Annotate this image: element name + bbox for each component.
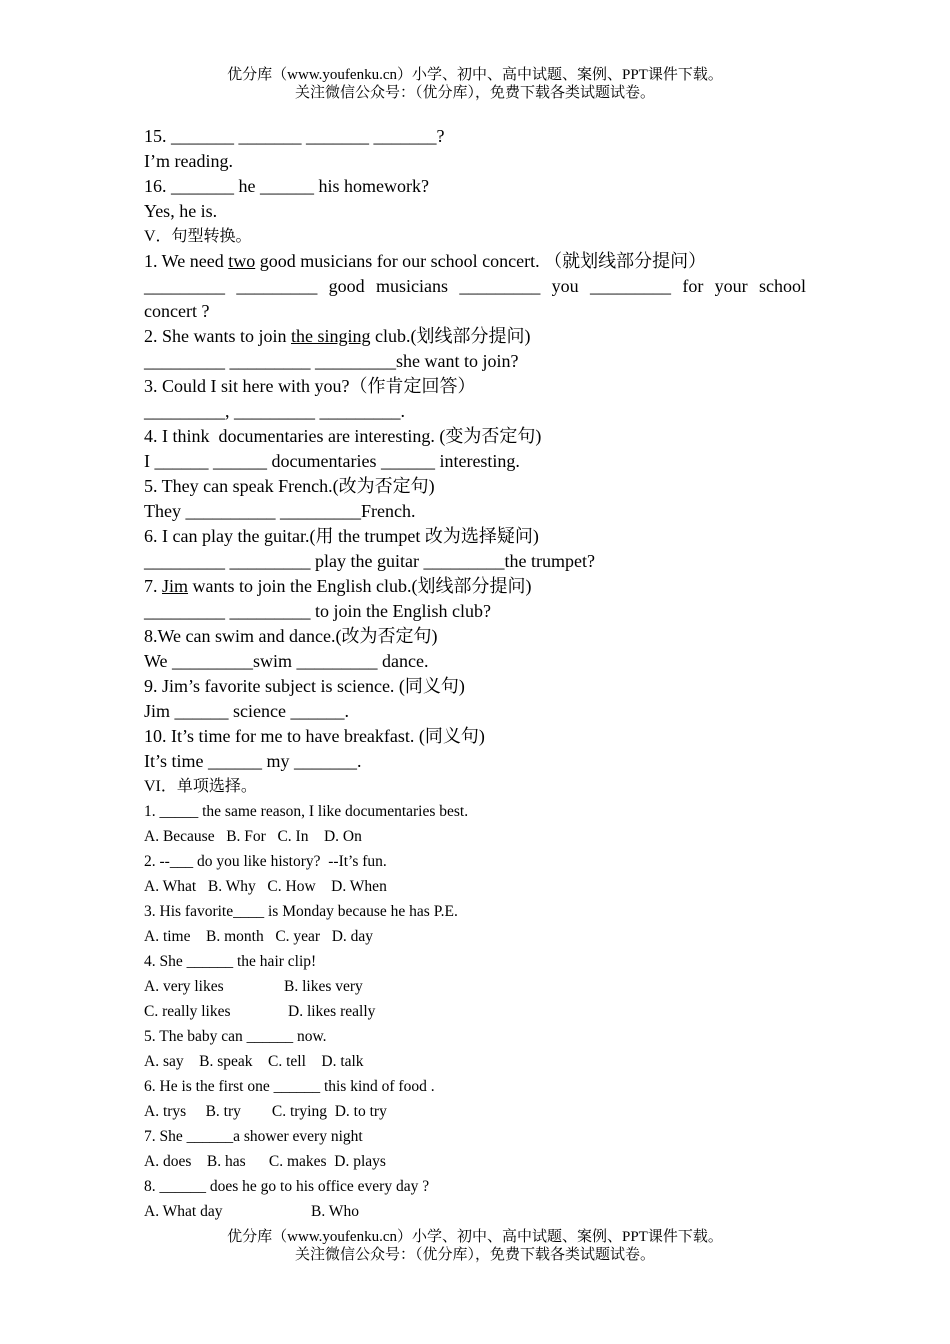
s6-question-1: 1. _____ the same reason, I like documentaries best. [144,803,469,820]
section-6-title: VI．单项选择。 [144,778,257,795]
page-header [0,66,950,102]
s5-answer-4: I ______ ______ documentaries ______ interesting. [144,451,520,471]
s5-q2-pre: 2. She wants to join [144,326,291,346]
footer-line-1: 优分库（www.youfenku.cn）小学、初中、高中试题、案例、PPT课件下载。 [227,1229,723,1245]
s6-options-1: A. Because B. For C. In D. On [144,828,362,845]
s5-question-8: 8.We can swim and dance.(改为否定句) [144,626,438,646]
s6-options-4-cd [144,999,806,1024]
section-5-title: V．句型转换。 [144,228,252,245]
s5-question-6: 6. I can play the guitar.(用 the trumpet 改为选择疑问) [144,526,539,546]
footer-line-2: 关注微信公众号：（优分库），免费下载各类试题试卷。 [294,1247,655,1263]
s5-answer-7: _________ _________ to join the English club? [144,601,491,621]
s6-options-4-ab [144,974,806,999]
s5-question-3: 3. Could I sit here with you?（作肯定回答） [144,376,476,396]
s5-question-9: 9. Jim’s favorite subject is science. (同义句) [144,676,465,696]
worksheet-body [144,124,806,1224]
s5-q1-post: good musicians for our school concert. （就划线部分提问） [255,251,707,271]
s5-q2-post: club.(划线部分提问) [370,326,531,346]
question-16: 16. _______ he ______ his homework? [144,176,429,196]
s6-options-7: A. does B. has C. makes D. plays [144,1153,386,1170]
s5-q1-underlined: two [228,251,256,271]
s5-answer-1-cont: concert ? [144,301,210,321]
s5-q1-pre: 1. We need [144,251,229,271]
s5-answer-10: It’s time ______ my _______. [144,751,362,771]
header-line-2: 关注微信公众号：（优分库），免费下载各类试题试卷。 [294,85,655,101]
s5-question-1 [144,249,806,274]
s6-q4-option-a: A. very likes [144,978,224,995]
answer-15: I’m reading. [144,151,233,171]
page-footer [0,1228,950,1264]
s5-question-5: 5. They can speak French.(改为否定句) [144,476,435,496]
s5-question-2 [144,324,806,349]
s6-q4-option-d: D. likes really [288,1003,376,1020]
s5-answer-5: They __________ _________French. [144,501,416,521]
s6-q4-option-c: C. really likes [144,1003,231,1020]
s6-options-8-ab [144,1199,806,1224]
s5-q7-pre: 7. [144,576,162,596]
s5-question-10: 10. It’s time for me to have breakfast. (同义句) [144,726,485,746]
s6-options-2: A. What B. Why C. How D. When [144,878,387,895]
s5-answer-6: _________ _________ play the guitar _________the trumpet? [144,551,595,571]
s5-q2-underlined: the singing [291,326,371,346]
s5-answer-2: _________ _________ _________she want to join? [144,351,519,371]
s6-q4-option-b: B. likes very [284,978,363,995]
s6-options-5: A. say B. speak C. tell D. talk [144,1053,364,1070]
s5-question-7 [144,574,806,599]
s5-q7-underlined: Jim [162,576,189,596]
s6-question-8: 8. ______ does he go to his office every day ? [144,1178,430,1195]
s6-question-3: 3. His favorite____ is Monday because he has P.E. [144,903,458,920]
s5-answer-9: Jim ______ science ______. [144,701,349,721]
question-15: 15. _______ _______ _______ _______? [144,126,445,146]
s5-question-4: 4. I think documentaries are interesting. (变为否定句) [144,426,542,446]
s6-question-7: 7. She ______a shower every night [144,1128,363,1145]
s6-question-5: 5. The baby can ______ now. [144,1028,327,1045]
s6-options-3: A. time B. month C. year D. day [144,928,374,945]
answer-16: Yes, he is. [144,201,218,221]
header-line-1: 优分库（www.youfenku.cn）小学、初中、高中试题、案例、PPT课件下载。 [227,67,723,83]
s6-question-6: 6. He is the first one ______ this kind of food . [144,1078,435,1095]
s6-q8-option-a: A. What day [144,1203,223,1220]
s5-q7-post: wants to join the English club.(划线部分提问) [188,576,532,596]
s5-answer-1: _________ _________ good musicians _________ you _________ for your school [144,276,806,296]
s5-answer-8: We _________swim _________ dance. [144,651,429,671]
s6-options-6: A. trys B. try C. trying D. to try [144,1103,387,1120]
s6-question-2: 2. --___ do you like history? --It’s fun. [144,853,387,870]
s6-question-4: 4. She ______ the hair clip! [144,953,317,970]
s6-q8-option-b: B. Who [311,1203,359,1220]
s5-answer-3: _________, _________ _________. [144,401,405,421]
